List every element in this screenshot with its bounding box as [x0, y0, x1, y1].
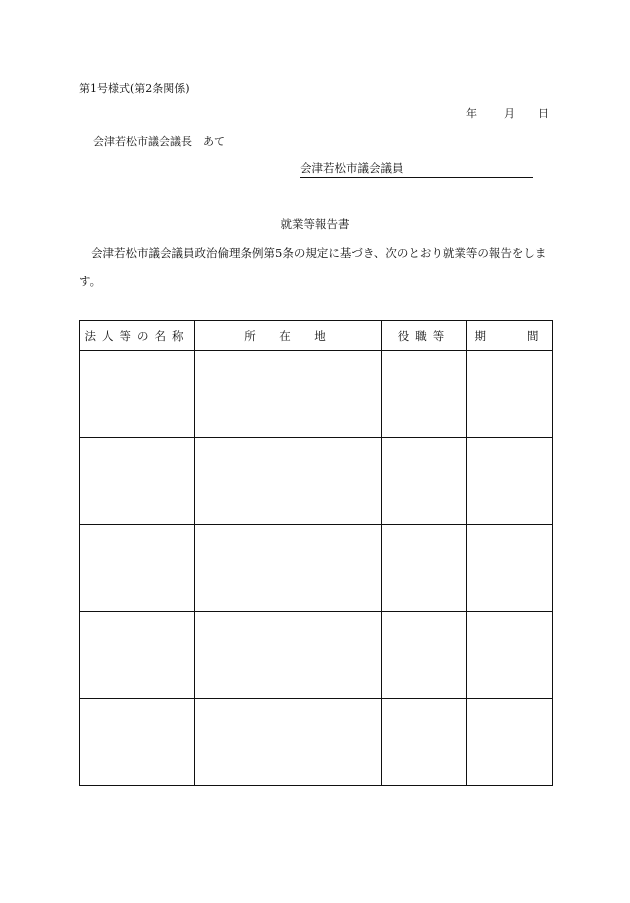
date-day-label: 日 [538, 107, 549, 120]
table-row [80, 438, 553, 525]
header-position: 役職等 [382, 321, 467, 351]
table-cell [467, 699, 553, 786]
body-text: 会津若松市議会議員政治倫理条例第5条の規定に基づき、次のとおり就業等の報告をします。 [79, 246, 547, 288]
sender-name-line: 会津若松市議会議員 [300, 160, 533, 178]
table-cell [195, 699, 382, 786]
report-table [79, 320, 553, 786]
header-period: 期 間 [467, 321, 553, 351]
table-row [80, 612, 553, 699]
table-row [80, 699, 553, 786]
header-location: 所 在 地 [195, 321, 382, 351]
date-month-label: 月 [504, 107, 515, 120]
table-cell [467, 438, 553, 525]
table-cell [80, 612, 195, 699]
table-cell [467, 351, 553, 438]
table-cell [80, 525, 195, 612]
date-year-label: 年 [466, 107, 477, 120]
form-number: 第1号様式(第2条関係) [79, 82, 190, 95]
table-cell [382, 612, 467, 699]
table-row [80, 351, 553, 438]
table-cell [195, 351, 382, 438]
table-cell [382, 351, 467, 438]
table-cell [382, 699, 467, 786]
table-cell [195, 525, 382, 612]
table-cell [80, 351, 195, 438]
table-cell [382, 438, 467, 525]
date-line [466, 105, 549, 121]
table-header-row [80, 321, 553, 351]
table-cell [382, 525, 467, 612]
table-cell [195, 438, 382, 525]
table-cell [195, 612, 382, 699]
addressee: 会津若松市議会議長 あて [93, 135, 225, 148]
table-cell [467, 612, 553, 699]
table-cell [467, 525, 553, 612]
header-organization-name: 法人等の名称 [80, 321, 195, 351]
table-row [80, 525, 553, 612]
table-cell [80, 699, 195, 786]
document-title: 就業等報告書 [280, 217, 350, 231]
table-cell [80, 438, 195, 525]
